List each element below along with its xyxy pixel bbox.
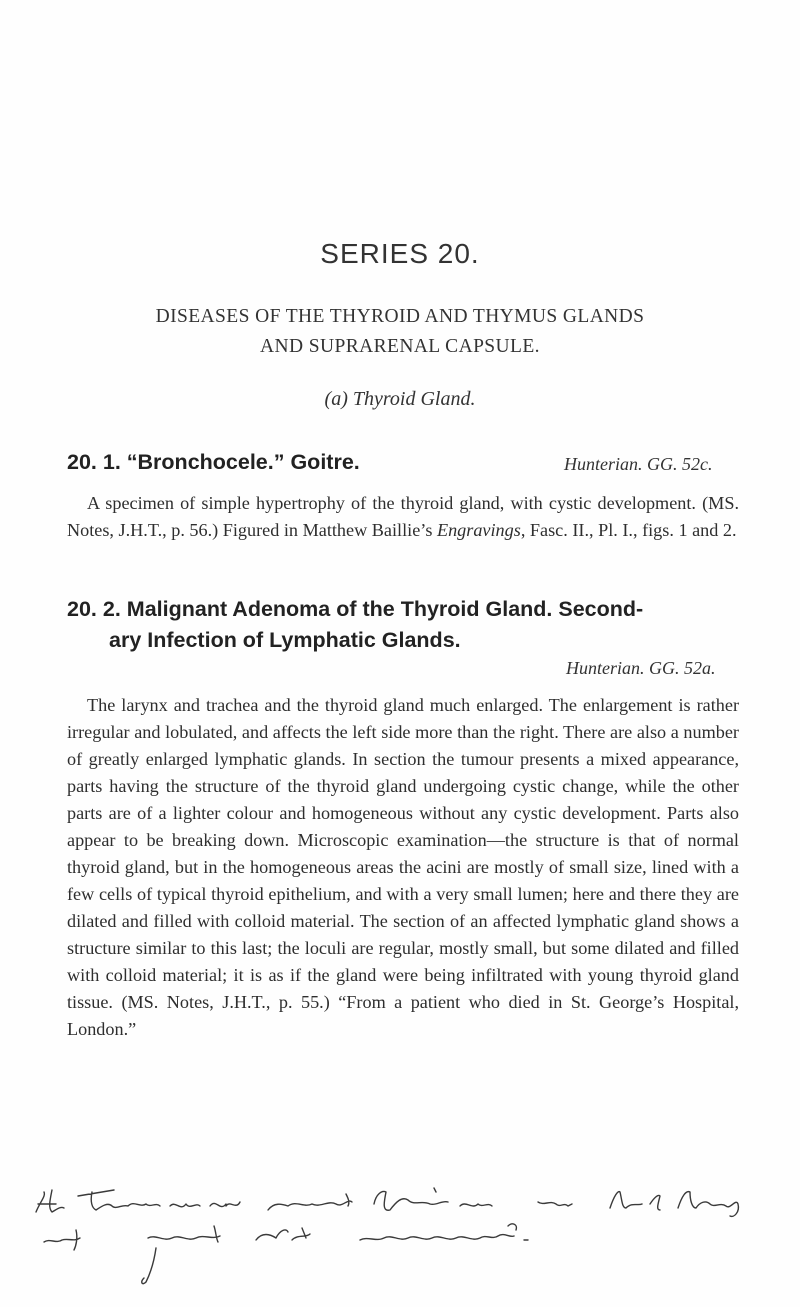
entry-number: 20. 1. [67,450,121,474]
section-title-line2: AND SUPRARENAL CAPSULE. [260,336,540,357]
entry-title: “Bronchocele.” Goitre. [126,450,360,474]
reference-code: GG. 52c. [647,454,713,474]
entry-heading [67,450,360,475]
entry-description [67,692,739,1043]
description-text-end: , Fasc. II., Pl. I., figs. 1 and 2. [520,520,737,540]
description-text: The larynx and trachea and the thyroid gland much enlarged. The enlargement is rather irregular and lobulated, and affects the left side more than the right. There are also a number of greatly enlarged lymphatic glands. In section the tumour presents a mixed appearance, parts having the structure of the thyroid gland undergoing cystic change, while the other parts are of a lighter colour and homogeneous without any cystic development. Parts also appear to be breaking down. Microscopic examination—the structure is that of normal thyroid gland, but in the homogeneous areas the acini are mostly of small size, lined with a few cells of typical thyroid epithelium, and with a very small lumen; here and there they are dilated and filled with colloid material. The section of an affected lymphatic gland shows a structure similar to this last; the loculi are regular, mostly small, but some dilated and filled with colloid material; it is as if the gland were being infiltrated with young thyroid gland tissue. (MS. Notes, J.H.T., p. 55.) “From a patient who died in St. George’s Hospital, London.” [67,695,739,1039]
subsection-letter: (a) [324,388,348,410]
section-title-line1: DISEASES OF THE THYROID AND THYMUS GLANDS [155,306,645,327]
entry-reference [564,454,713,475]
subsection-title [0,388,800,411]
reference-collection: Hunterian. [564,454,643,474]
description-text: A specimen of simple hypertrophy of the thyroid gland, with cystic development. (MS. Notes, J.H.T., p. 56.) Figured in Matthew Baillie’s [67,493,739,540]
book-title: Engravings [436,520,521,540]
handwritten-note-icon [30,1182,770,1292]
section-title [60,302,740,362]
series-heading: SERIES 20. [320,238,480,269]
entry-description [67,490,739,544]
entry-title-line2: ary Infection of Lymphatic Glands. [109,628,461,652]
entry-reference [566,658,716,679]
entry-number: 20. 2. [67,597,121,621]
entry-heading [67,594,742,656]
reference-collection: Hunterian. [566,658,645,678]
subsection-name: Thyroid Gland. [352,388,476,410]
reference-code: GG. 52a. [649,658,716,678]
entry-title-line1: Malignant Adenoma of the Thyroid Gland. Second- [126,597,644,621]
